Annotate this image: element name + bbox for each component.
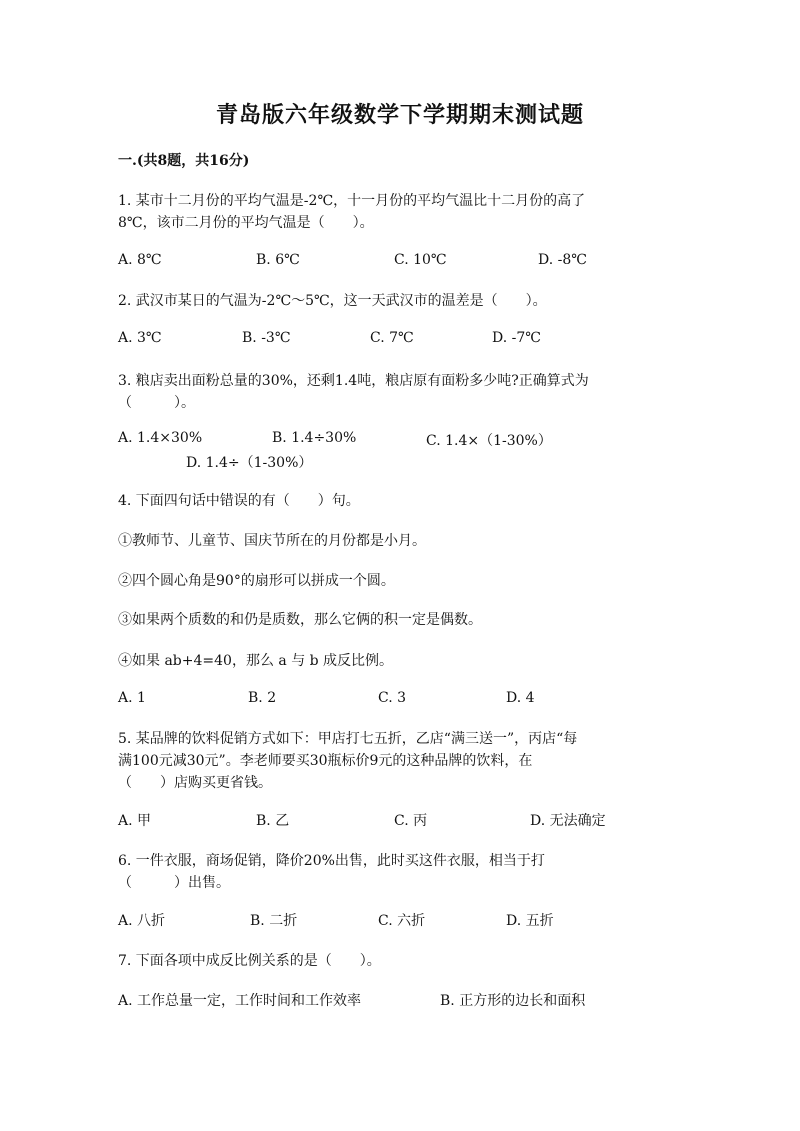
q2-option-d: D. -7℃ xyxy=(492,330,541,346)
q2-stem-line-1: 2. 武汉市某日的气温为-2℃～5℃，这一天武汉市的温差是（ ）。 xyxy=(118,293,547,309)
q7-option-a: A. 工作总量一定，工作时间和工作效率 xyxy=(118,993,362,1009)
q5-option-a: A. 甲 xyxy=(118,813,152,829)
page-title: 青岛版六年级数学下学期期末测试题 xyxy=(215,102,584,128)
q4-statement-4: ④如果 ab+4=40，那么 a 与 b 成反比例。 xyxy=(118,653,394,669)
q5-option-d: D. 无法确定 xyxy=(530,813,606,829)
q1-stem-line-1: 1. 某市十二月份的平均气温是-2℃，十一月份的平均气温比十二月份的高了 xyxy=(118,193,586,209)
q4-option-b: B. 2 xyxy=(248,690,277,706)
q2-option-a: A. 3℃ xyxy=(118,330,162,346)
q3-stem-line-1: 3. 粮店卖出面粉总量的30%，还剩1.4吨，粮店原有面粉多少吨?正确算式为 xyxy=(118,373,589,389)
q6-stem-line-2: （ ）出售。 xyxy=(118,875,230,891)
q6-option-c: C. 六折 xyxy=(378,913,426,929)
q1-option-a: A. 8℃ xyxy=(118,252,162,268)
q5-stem-line-1: 5. 某品牌的饮料促销方式如下：甲店打七五折，乙店“满三送一”，丙店“每 xyxy=(118,731,578,747)
q6-option-d: D. 五折 xyxy=(506,913,554,929)
q3-option-d: D. 1.4÷（1-30%） xyxy=(186,455,313,471)
q1-stem-line-2: 8℃，该市二月份的平均气温是（ ）。 xyxy=(118,215,374,231)
q3-option-a: A. 1.4×30% xyxy=(118,430,203,446)
q7-option-b: B. 正方形的边长和面积 xyxy=(440,993,586,1009)
q4-statement-3: ③如果两个质数的和仍是质数，那么它俩的积一定是偶数。 xyxy=(118,612,482,628)
q4-statement-1: ①教师节、儿童节、国庆节所在的月份都是小月。 xyxy=(118,533,426,549)
q1-option-c: C. 10℃ xyxy=(394,252,447,268)
q1-option-d: D. -8℃ xyxy=(538,252,587,268)
q3-stem-line-2: （ ）。 xyxy=(118,395,195,411)
q4-statement-2: ②四个圆心角是90°的扇形可以拼成一个圆。 xyxy=(118,573,395,589)
q6-option-b: B. 二折 xyxy=(250,913,298,929)
q4-stem-line-1: 4. 下面四句话中错误的有（ ）句。 xyxy=(118,493,360,509)
q6-stem-line-1: 6. 一件衣服，商场促销，降价20%出售，此时买这件衣服，相当于打 xyxy=(118,853,545,869)
q5-option-b: B. 乙 xyxy=(256,813,290,829)
q2-option-c: C. 7℃ xyxy=(370,330,414,346)
q5-stem-line-3: （ ）店购买更省钱。 xyxy=(118,775,272,791)
q4-option-d: D. 4 xyxy=(506,690,535,706)
q6-option-a: A. 八折 xyxy=(118,913,166,929)
q5-option-c: C. 丙 xyxy=(394,813,428,829)
q4-option-a: A. 1 xyxy=(118,690,146,706)
q3-option-c: C. 1.4×（1-30%） xyxy=(426,433,552,449)
q5-stem-line-2: 满100元减30元”。李老师要买30瓶标价9元的这种品牌的饮料，在 xyxy=(118,753,533,769)
q7-stem-line-1: 7. 下面各项中成反比例关系的是（ ）。 xyxy=(118,953,381,969)
q2-option-b: B. -3℃ xyxy=(242,330,291,346)
q1-option-b: B. 6℃ xyxy=(256,252,300,268)
q3-option-b: B. 1.4÷30% xyxy=(272,430,357,446)
q4-option-c: C. 3 xyxy=(378,690,407,706)
section-header: 一.(共8题，共16分) xyxy=(118,153,250,169)
